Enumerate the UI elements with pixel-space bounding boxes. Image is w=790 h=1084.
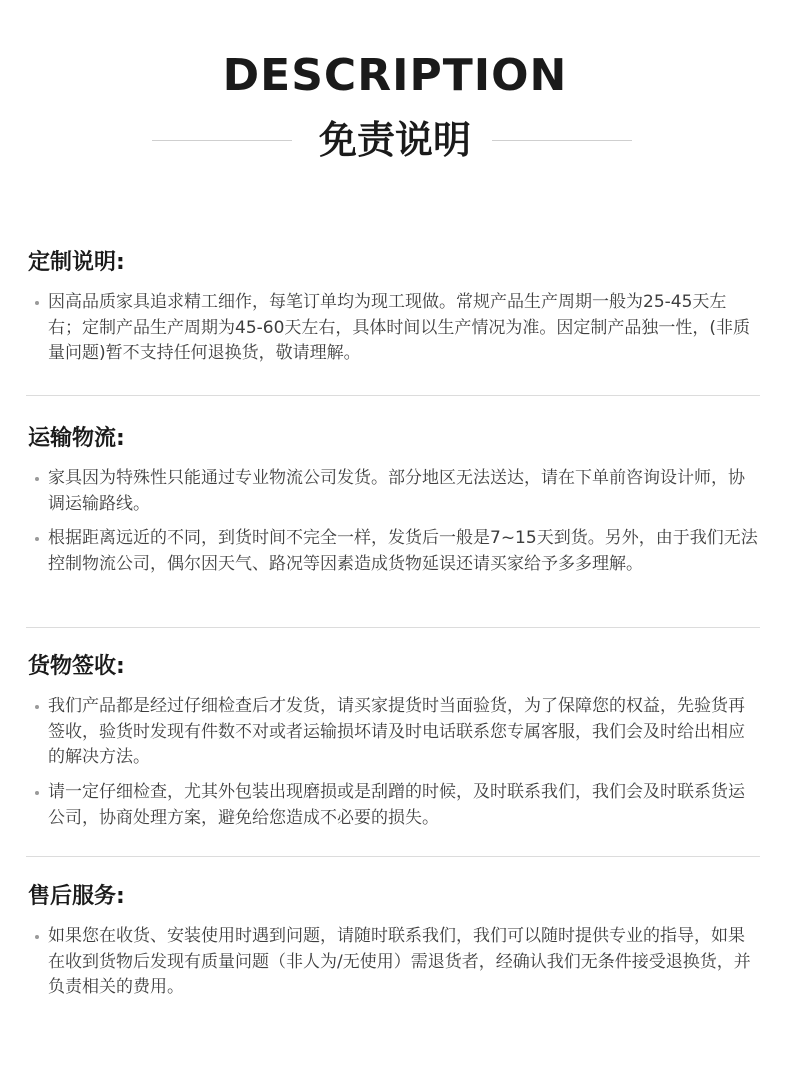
section-divider <box>26 856 760 857</box>
item-text: 请一定仔细检查，尤其外包装出现磨损或是刮蹭的时候，及时联系我们，我们会及时联系货运公司，协商处理方案，避免给您造成不必要的损失。 <box>48 782 745 828</box>
item-text: 我们产品都是经过仔细检查后才发货，请买家提货时当面验货，为了保障您的权益，先验货再签收，验货时发现有件数不对或者运输损坏请及时电话联系您专属客服，我们会及时给出相应的解决方法。 <box>48 696 745 767</box>
section-divider <box>26 627 760 628</box>
section-divider <box>26 395 760 396</box>
item-text: 因高品质家具追求精工细作，每笔订单均为现工现做。常规产品生产周期一般为25-45天左右；定制产品生产周期为45-60天左右，具体时间以生产情况为准。因定制产品独一性，(非质量问题)暂不支持任何退换货，敬请理解。 <box>48 292 751 363</box>
section-after-sales <box>26 880 760 1010</box>
section-title-custom: 定制说明: <box>28 250 125 275</box>
item-text: 家具因为特殊性只能通过专业物流公司发货。部分地区无法送达，请在下单前咨询设计师，协调运输路线。 <box>48 468 745 514</box>
section-logistics <box>26 422 760 612</box>
bullet-dot <box>35 301 39 305</box>
item-text: 根据距离远近的不同，到货时间不完全一样，发货后一般是7~15天到货。另外，由于我们无法控制物流公司，偶尔因天气、路况等因素造成货物延误还请买家给予多多理解。 <box>48 528 758 574</box>
list-item <box>48 694 760 771</box>
bullet-dot <box>35 935 39 939</box>
bullet-dot <box>35 791 39 795</box>
title-english: DESCRIPTION <box>222 50 568 101</box>
title-divider-right <box>492 140 632 141</box>
section-custom <box>26 246 760 366</box>
list-item <box>48 780 760 831</box>
title-chinese: 免责说明 <box>318 118 471 162</box>
list-item <box>48 924 760 1001</box>
section-title-receipt: 货物签收: <box>28 654 125 679</box>
section-title-after-sales: 售后服务: <box>28 884 125 909</box>
bullet-dot <box>35 537 39 541</box>
bullet-dot <box>35 705 39 709</box>
section-title-logistics: 运输物流: <box>28 426 125 451</box>
section-receipt <box>26 650 760 840</box>
list-item <box>48 526 760 577</box>
list-item <box>48 290 760 367</box>
title-chinese-row <box>0 112 790 168</box>
list-item <box>48 466 760 517</box>
bullet-dot <box>35 477 39 481</box>
item-text: 如果您在收货、安装使用时遇到问题，请随时联系我们，我们可以随时提供专业的指导，如果在收到货物后发现有质量问题（非人为/无使用）需退货者，经确认我们无条件接受退换货，并负责相关的费用。 <box>48 926 751 997</box>
page-header <box>0 50 790 168</box>
